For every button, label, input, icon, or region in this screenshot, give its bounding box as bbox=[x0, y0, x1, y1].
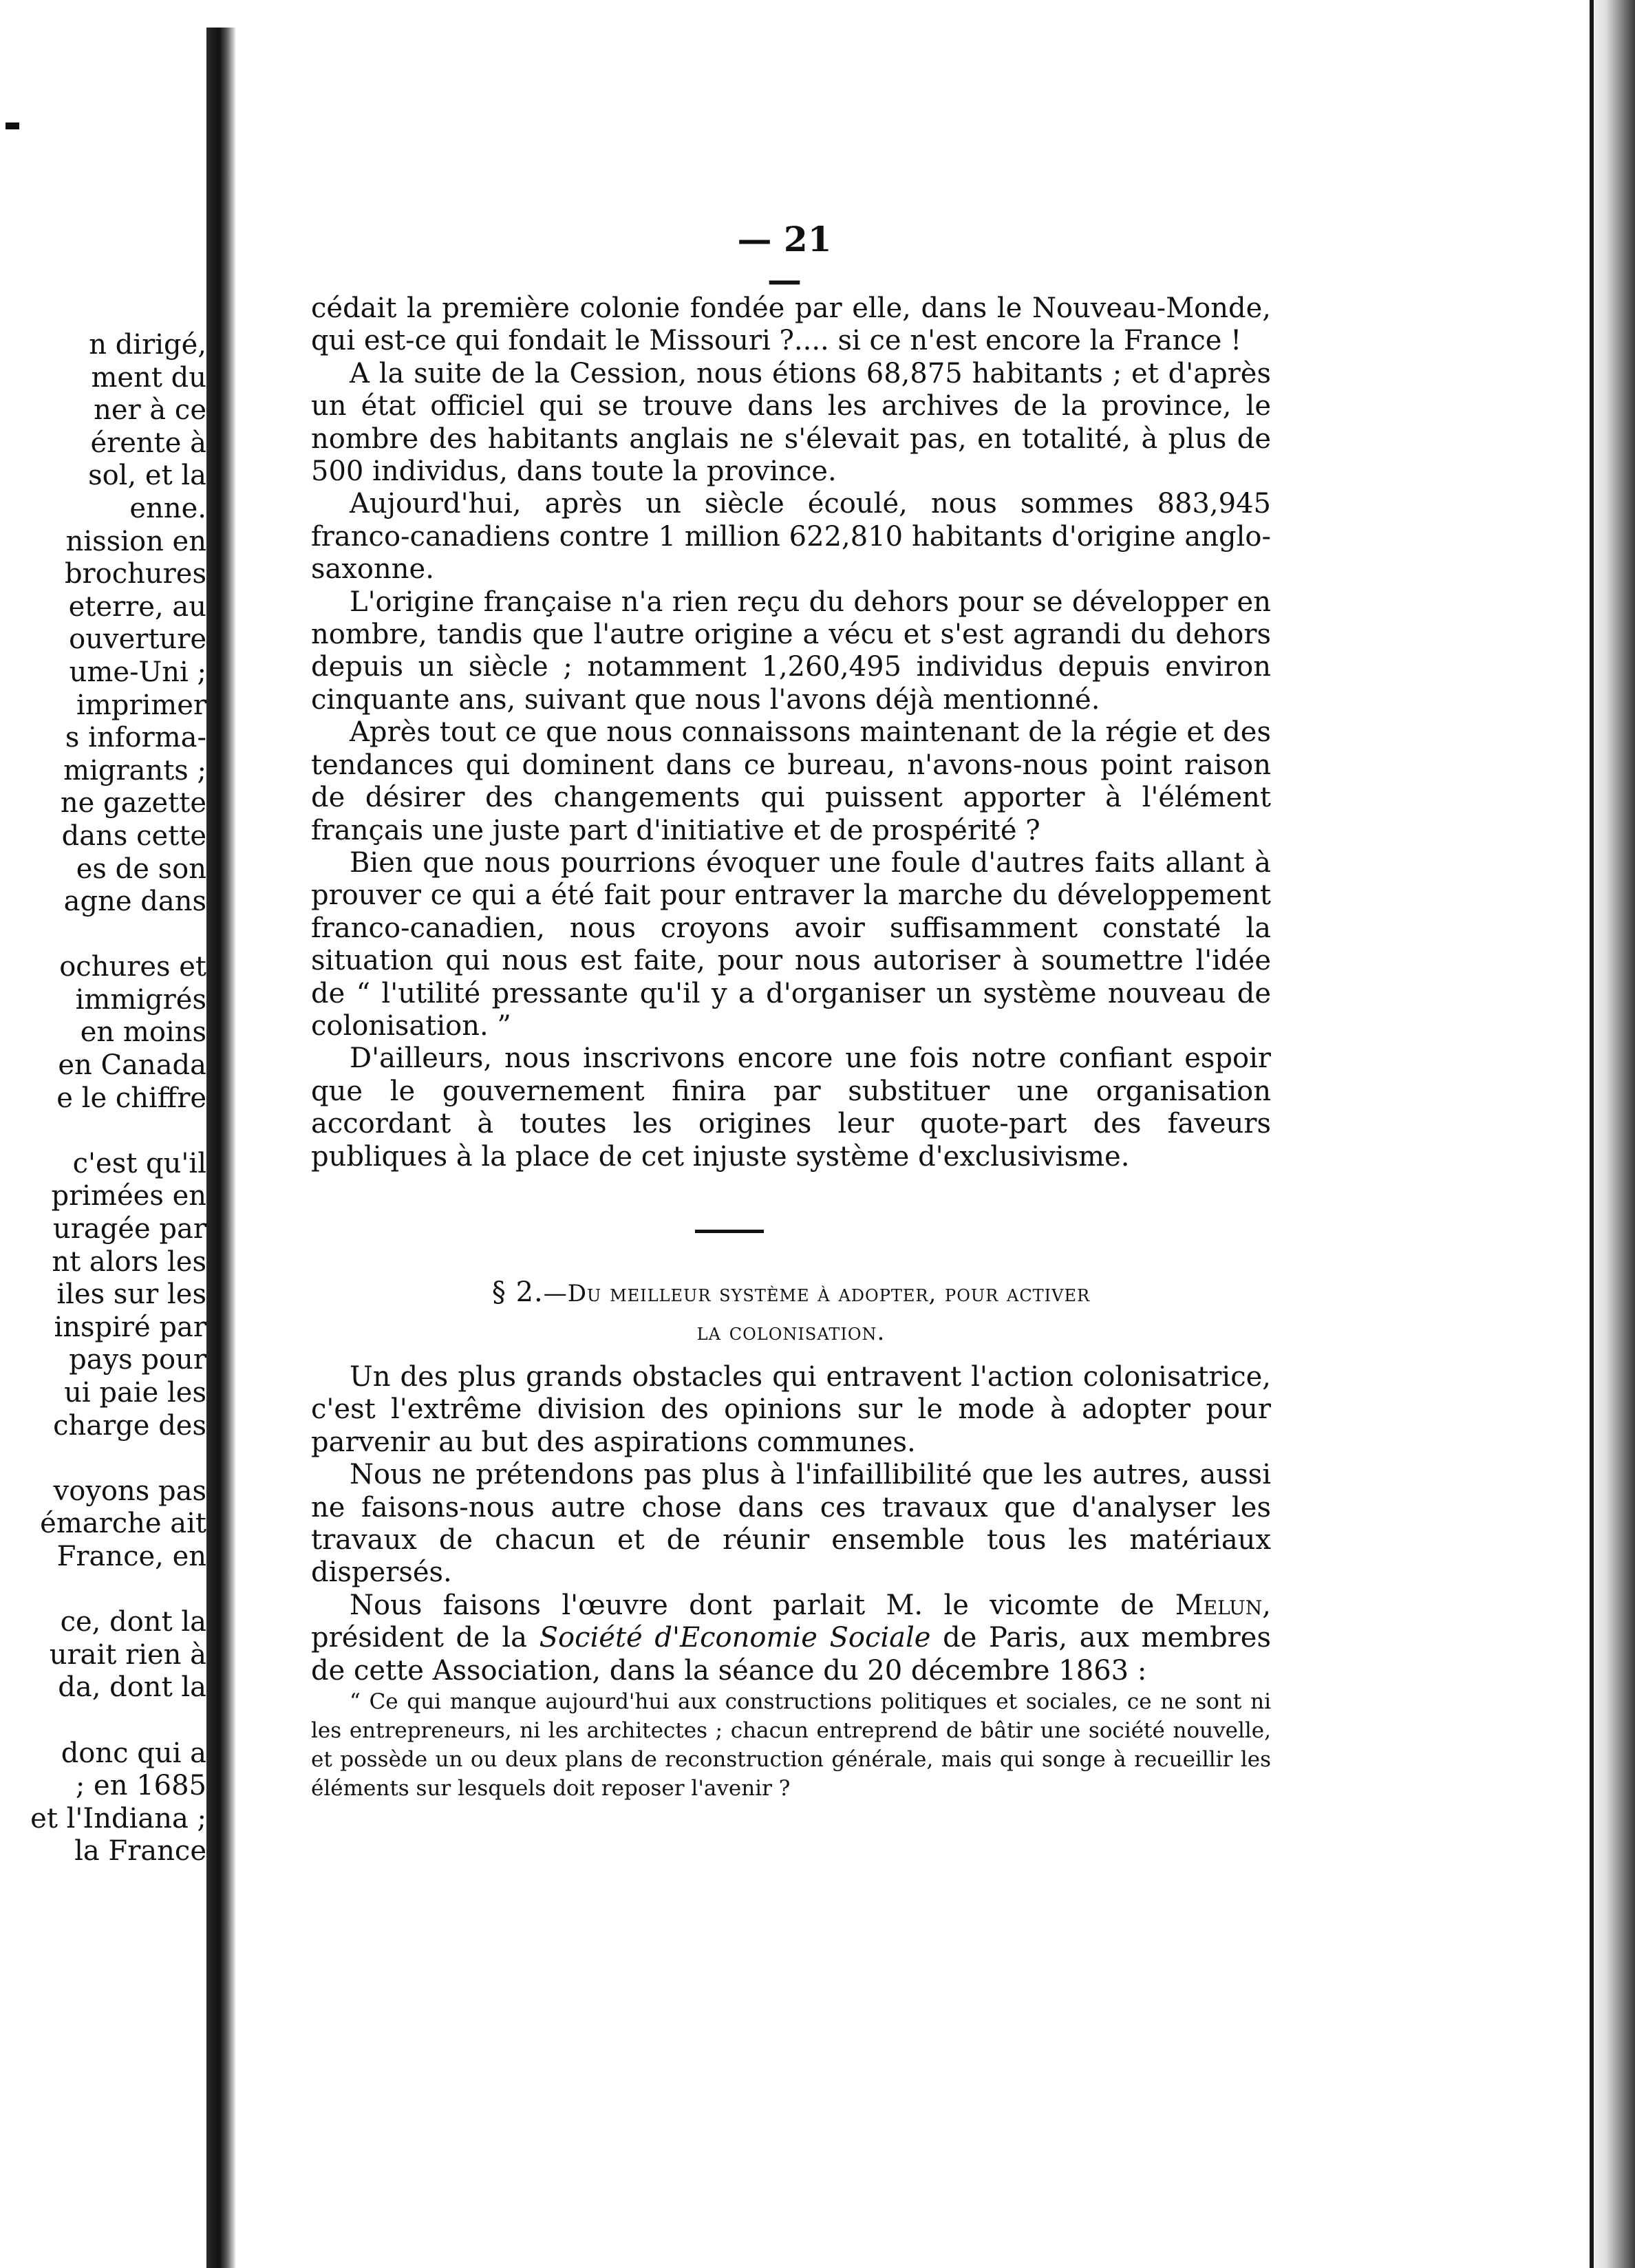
facing-page-line: inspiré par bbox=[54, 1311, 206, 1343]
melun-text-3: de Paris, aux membres de cette Association, dans la séance du 20 décembre 1863 : bbox=[311, 1622, 1271, 1687]
facing-page-line bbox=[0, 1704, 206, 1737]
section-divider bbox=[695, 1230, 764, 1233]
facing-page-line bbox=[0, 1574, 206, 1607]
facing-page-line: e le chiffre bbox=[56, 1082, 206, 1114]
paragraph: Aujourd'hui, après un siècle écoulé, nous sommes 883,945 franco-canadiens contre 1 million 622,810 habitants d'origine anglo-saxonne. bbox=[311, 488, 1271, 586]
facing-page-line: migrants ; bbox=[63, 754, 206, 787]
facing-page-line: brochures bbox=[64, 558, 206, 590]
facing-page-line: imprimer bbox=[76, 689, 206, 721]
facing-page-line: pays pour bbox=[69, 1344, 206, 1376]
facing-page-line: en Canada bbox=[58, 1049, 206, 1082]
block-quote: “ Ce qui manque aujourd'hui aux constructions politiques et sociales, ce ne sont ni les entrepreneurs, ni les architectes ; chacun entreprend de bâtir une société nouvelle, et possède un ou deux plans de reconstruction générale, mais qui songe à recueillir les éléments sur lesquels doit reposer l'avenir ? bbox=[311, 1689, 1271, 1801]
facing-page-line: voyons pas bbox=[53, 1475, 206, 1507]
facing-page-line: France, en bbox=[56, 1540, 206, 1572]
paragraph: Un des plus grands obstacles qui entravent l'action colonisatrice, c'est l'extrême division des opinions sur le mode à adopter pour parvenir au but des aspirations communes. bbox=[311, 1360, 1271, 1458]
facing-page-line: primées en bbox=[51, 1180, 206, 1212]
facing-page-line: iles sur les bbox=[56, 1279, 206, 1311]
facing-page-line: en moins bbox=[80, 1016, 206, 1049]
facing-page-line: enne. bbox=[129, 492, 206, 524]
facing-page bbox=[0, 0, 213, 2268]
paragraph bbox=[311, 1590, 1271, 1687]
ink-mark bbox=[6, 122, 19, 129]
facing-page-line: charge des bbox=[53, 1409, 206, 1442]
facing-page-line bbox=[0, 1442, 206, 1475]
facing-page-line: ume-Uni ; bbox=[69, 656, 206, 688]
page-edge bbox=[1587, 0, 1635, 2268]
facing-page-line bbox=[0, 919, 206, 952]
book-gutter bbox=[206, 28, 235, 2268]
society-name: Société d'Economie Sociale bbox=[539, 1622, 931, 1654]
facing-page-line: eterre, au bbox=[68, 590, 206, 623]
facing-page-line: ui paie les bbox=[64, 1377, 206, 1409]
facing-page-line: ne gazette bbox=[60, 787, 206, 820]
paragraph: Après tout ce que nous connaissons maintenant de la régie et des tendances qui dominent dans ce bureau, n'avons-nous point raison de désirer des changements qui puissent apporter à l'élément français une juste part d'initiative et de prospérité ? bbox=[311, 716, 1271, 846]
facing-page-line: immigrés bbox=[75, 983, 206, 1016]
facing-page-line: érente à bbox=[90, 427, 206, 459]
facing-page-line: uragée par bbox=[53, 1213, 206, 1245]
facing-page-line: urait rien à bbox=[49, 1638, 206, 1671]
facing-page-line: n dirigé, bbox=[89, 329, 206, 361]
paragraph: D'ailleurs, nous inscrivons encore une fois notre confiant espoir que le gouvernement finira par substituer une organisation accordant à toutes les origines leur quote-part des faveurs publiques à la place de cet injuste système d'exclusivisme. bbox=[311, 1042, 1271, 1173]
facing-page-line: agne dans bbox=[63, 886, 206, 918]
facing-page-line: nission en bbox=[65, 525, 206, 557]
facing-page-line: et l'Indiana ; bbox=[30, 1802, 206, 1834]
page-body bbox=[311, 292, 1271, 1803]
page-number: — 21 — bbox=[737, 219, 832, 300]
melun-text-1: Nous faisons l'œuvre dont parlait M. le vicomte de bbox=[350, 1589, 1175, 1621]
facing-page-line: da, dont la bbox=[58, 1671, 206, 1704]
facing-page-line: es de son bbox=[76, 853, 206, 885]
facing-page-line: donc qui a bbox=[61, 1737, 206, 1769]
facing-page-line: ochures et bbox=[59, 951, 206, 983]
facing-page-text bbox=[0, 329, 206, 1868]
facing-page-line: ; en 1685 bbox=[75, 1770, 206, 1802]
facing-page-line: la France bbox=[74, 1835, 206, 1868]
page-edge-line bbox=[1590, 0, 1594, 2268]
facing-page-line: nt alors les bbox=[52, 1245, 206, 1278]
person-name: Melun bbox=[1175, 1589, 1263, 1621]
facing-page-line: ce, dont la bbox=[60, 1606, 206, 1638]
facing-page-line: dans cette bbox=[61, 820, 206, 852]
paragraph: cédait la première colonie fondée par elle, dans le Nouveau-Monde, qui est-ce qui fondait le Missouri ?.... si ce n'est encore la France ! bbox=[311, 292, 1271, 357]
facing-page-line bbox=[0, 1115, 206, 1148]
section-heading bbox=[311, 1273, 1271, 1351]
facing-page-line: sol, et la bbox=[88, 460, 206, 492]
section-title-line-2: la colonisation. bbox=[696, 1318, 886, 1346]
melun-text-2: , président de la bbox=[311, 1589, 1271, 1654]
section-title-line-1: —Du meilleur système à adopter, pour activer bbox=[543, 1279, 1091, 1307]
facing-page-line: s informa- bbox=[65, 722, 206, 754]
paragraph: L'origine française n'a rien reçu du dehors pour se développer en nombre, tandis que l'autre origine a vécu et s'est agrandi du dehors depuis un siècle ; notamment 1,260,495 individus depuis environ cinquante ans, suivant que nous l'avons déjà mentionné. bbox=[311, 586, 1271, 716]
facing-page-line: ner à ce bbox=[94, 394, 206, 427]
paragraph: A la suite de la Cession, nous étions 68,875 habitants ; et d'après un état officiel qui se trouve dans les archives de la province, le nombre des habitants anglais ne s'élevait pas, en totalité, à plus de 500 individus, dans toute la province. bbox=[311, 357, 1271, 488]
facing-page-line: ment du bbox=[91, 361, 206, 394]
facing-page-line: c'est qu'il bbox=[72, 1147, 206, 1179]
paragraph: Bien que nous pourrions évoquer une foule d'autres faits allant à prouver ce qui a été fait pour entraver la marche du développement franco-canadien, nous croyons avoir suffisamment constaté la situation qui nous est faite, pour nous autoriser à soumettre l'idée de “ l'utilité pressante qu'il y a d'organiser un système nouveau de colonisation. ” bbox=[311, 846, 1271, 1042]
facing-page-line: ouverture bbox=[69, 623, 206, 656]
facing-page-line: émarche ait bbox=[40, 1508, 206, 1540]
paragraph: Nous ne prétendons pas plus à l'infaillibilité que les autres, aussi ne faisons-nous autre chose dans ces travaux que d'analyser les travaux de chacun et de réunir ensemble tous les matériaux dispersés. bbox=[311, 1459, 1271, 1589]
section-number: § 2. bbox=[491, 1276, 544, 1308]
